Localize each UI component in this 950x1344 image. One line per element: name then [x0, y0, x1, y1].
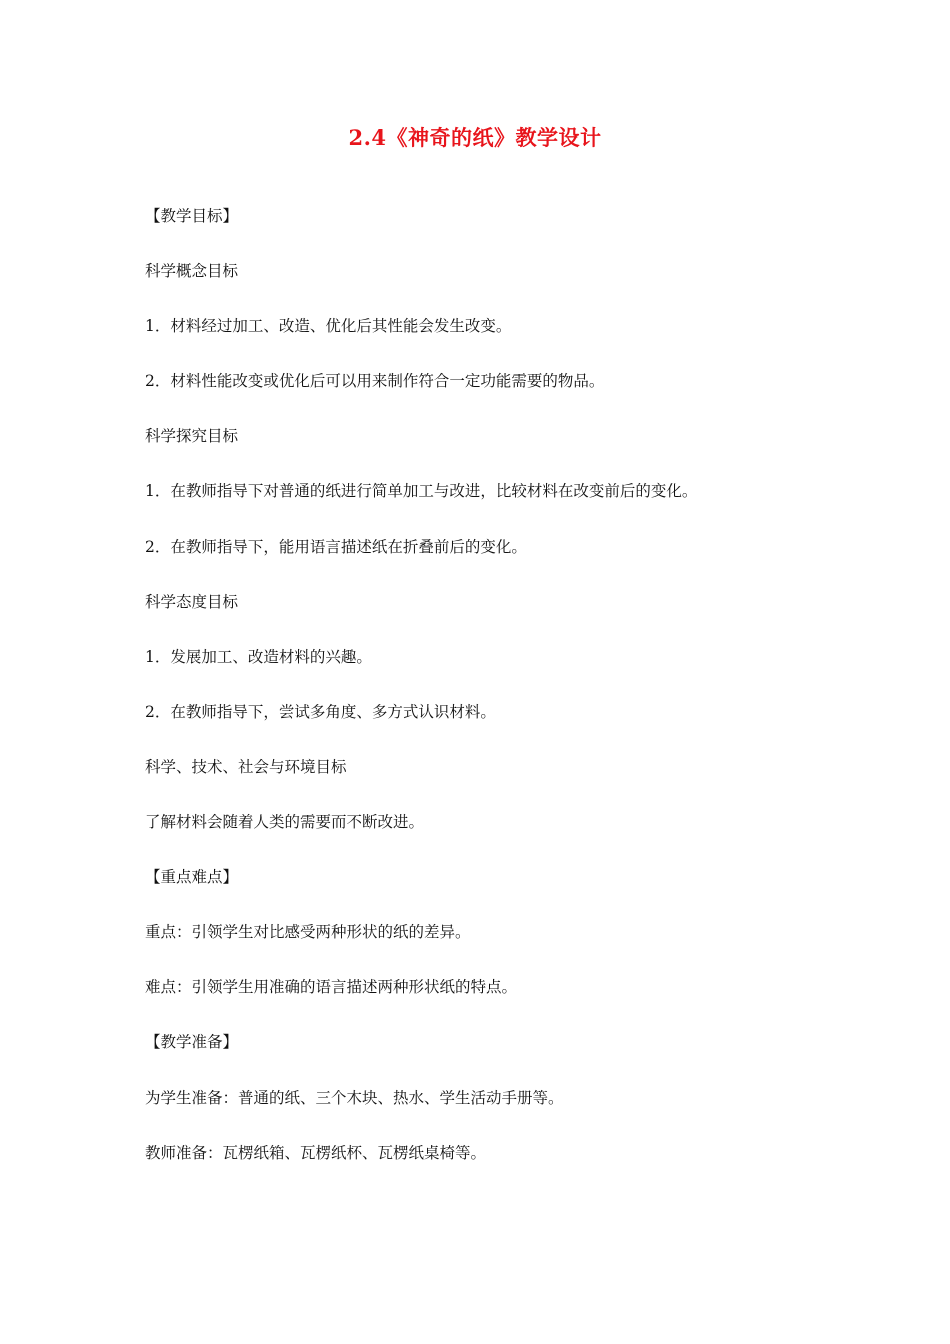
document-title: 2.4《神奇的纸》教学设计: [348, 125, 602, 150]
section-heading-objectives: 【教学目标】: [145, 207, 239, 225]
subheading-inquiry-goals: 科学探究目标: [145, 427, 239, 446]
paragraph: 了解材料会随着人类的需要而不断改进。: [145, 813, 425, 832]
subheading-sts-goals: 科学、技术、社会与环境目标: [145, 757, 347, 776]
paragraph: 2．在教师指导下，尝试多角度、多方式认识材料。: [145, 702, 496, 721]
paragraph: 为学生准备：普通的纸、三个木块、热水、学生活动手册等。: [145, 1088, 564, 1107]
paragraph: 1．在教师指导下对普通的纸进行简单加工与改进，比较材料在改变前后的变化。: [145, 482, 698, 501]
paragraph: 2．在教师指导下，能用语言描述纸在折叠前后的变化。: [145, 537, 527, 556]
section-heading-preparation: 【教学准备】: [145, 1033, 239, 1052]
section-heading-key-points: 【重点难点】: [145, 868, 239, 887]
subheading-attitude-goals: 科学态度目标: [145, 592, 239, 611]
paragraph: 2．材料性能改变或优化后可以用来制作符合一定功能需要的物品。: [145, 372, 605, 391]
paragraph: 1．材料经过加工、改造、优化后其性能会发生改变。: [145, 317, 512, 336]
paragraph: 难点：引领学生用准确的语言描述两种形状纸的特点。: [145, 978, 518, 997]
paragraph: 重点：引领学生对比感受两种形状的纸的差异。: [145, 923, 471, 942]
document-body: [145, 203, 845, 1195]
paragraph: 教师准备：瓦楞纸箱、瓦楞纸杯、瓦楞纸桌椅等。: [145, 1143, 487, 1162]
subheading-concept-goals: 科学概念目标: [145, 262, 239, 281]
paragraph: 1．发展加工、改造材料的兴趣。: [145, 647, 372, 666]
